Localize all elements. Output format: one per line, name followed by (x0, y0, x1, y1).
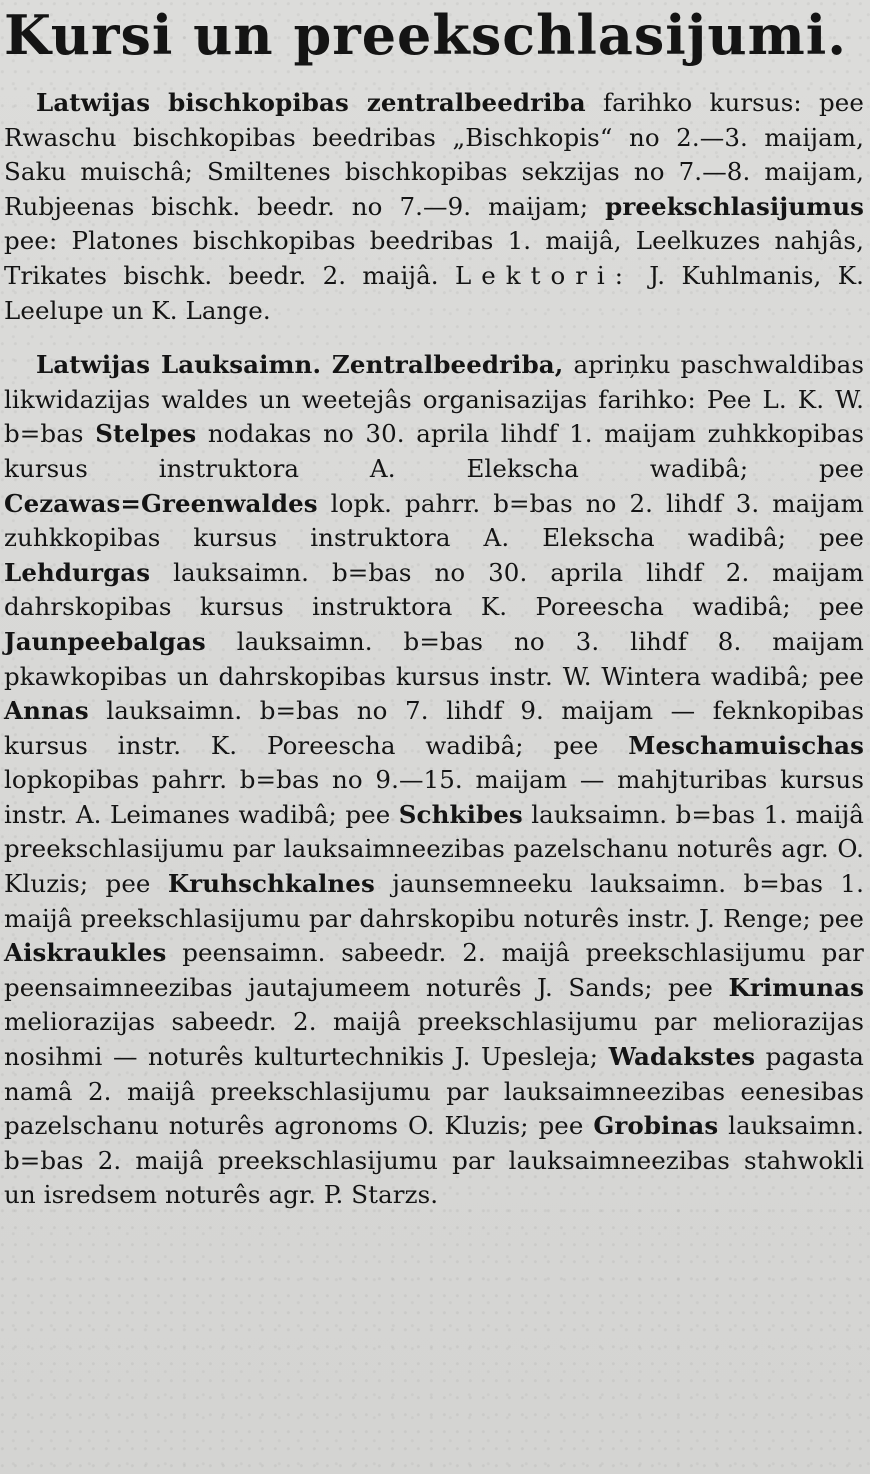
paragraph-agriculture (4, 348, 864, 1213)
text-run: pagasta namâ 2. maijâ preekschlasijumu par lauksaimneezibas eenesibas pazelschanu noturês agronoms O. Kluzis; pee (4, 1042, 864, 1141)
text-run: J. Kuhlmanis, K. Leelupe un K. Lange. (4, 260, 864, 325)
bold-text-run: preekschlasijumus (605, 191, 864, 221)
text-run: meliorazijas sabeedr. 2. maijâ preekschlasijumu par meliorazijas nosihmi — noturês kulturtechnikis J. Upesleja; (4, 1007, 864, 1072)
bold-text-run: Schkibes (398, 799, 523, 829)
text-run: farihko kursus: pee Rwaschu bischkopibas beedribas „Bischkopis“ no 2.—3. maijam, Saku muischâ; Smiltenes bischkopibas sekzijas no 7.—8. maijam, Rubjeenas bischk. beedr. no 7.—9. maijam; (4, 88, 864, 221)
text-run: lauksaimn. b=bas no 7. lihdf 9. maijam — feknkopibas kursus instr. K. Poreescha wadibâ; pee (4, 696, 864, 760)
bold-text-run: Stelpes (95, 419, 197, 449)
headline: Kursi un preekschlasijumi. (4, 3, 848, 67)
bold-text-run: Jaunpeebalgas (4, 626, 206, 656)
bold-text-run: Latwijas bischkopibas zentralbeedriba (36, 88, 586, 117)
paragraph-beekeeping (4, 86, 864, 328)
text-run: pee: Platones bischkopibas beedribas 1. maijâ, Leelkuzes nahjâs, Trikates bischk. beedr. 2. maijâ. (4, 226, 864, 290)
text-run: peensaimn. sabeedr. 2. maijâ preekschlasijumu par peensaimneezibas jautajumeem noturês J. Sands; pee (4, 938, 864, 1002)
bold-text-run: Cezawas=Greenwaldes (4, 488, 318, 518)
text-run: jaunsemneeku lauksaimn. b=bas 1. maijâ preekschlasijumu par dahrskopibu noturês instr. J. Renge; pee (4, 869, 864, 933)
bold-text-run: Kruhschkalnes (167, 869, 375, 899)
spaced-text-run: Lektori: (454, 260, 633, 290)
text-run: nodakas no 30. aprila lihdf 1. maijam zuhkkopibas kursus instruktora A. Elekscha wadibâ; pee (4, 419, 864, 483)
text-run: lopk. pahrr. b=bas no 2. lihdf 3. maijam zuhkkopibas kursus instruktora A. Elekscha wadibâ; pee (4, 488, 864, 553)
bold-text-run: Meschamuischas (628, 730, 864, 760)
text-run: lauksaimn. b=bas 1. maijâ preekschlasijumu par lauksaimneezibas pazelschanu noturês agr. O. Kluzis; pee (4, 799, 864, 899)
bold-text-run: Krimunas (728, 972, 864, 1002)
bold-text-run: Aiskraukles (4, 938, 167, 968)
bold-text-run: Lehdurgas (4, 557, 151, 587)
text-run: lauksaimn. b=bas 2. maijâ preekschlasijumu par lauksaimneezibas stahwokli un isredsem noturês agr. P. Starzs. (4, 1111, 864, 1210)
text-run: lauksaimn. b=bas no 30. aprila lihdf 2. maijam dahrskopibas kursus instruktora K. Poreescha wadibâ; pee (4, 557, 864, 622)
bold-text-run: Latwijas Lauksaimn. Zentralbeedriba, (36, 350, 564, 380)
text-run: apriņku paschwaldibas likwidazijas waldes un weetejâs organisazijas farihko: Pee L. K. W. b=bas (4, 350, 864, 449)
text-run: lopkopibas pahrr. b=bas no 9.—15. maijam — mahjturibas kursus instr. A. Leimanes wadibâ; pee (4, 765, 864, 829)
bold-text-run: Wadakstes (608, 1042, 756, 1072)
article-body (4, 86, 864, 1213)
bold-text-run: Grobinas (593, 1111, 719, 1141)
bold-text-run: Annas (4, 696, 89, 726)
text-run: lauksaimn. b=bas no 3. lihdf 8. maijam pkawkopibas un dahrskopibas kursus instr. W. Wintera wadibâ; pee (4, 626, 864, 691)
